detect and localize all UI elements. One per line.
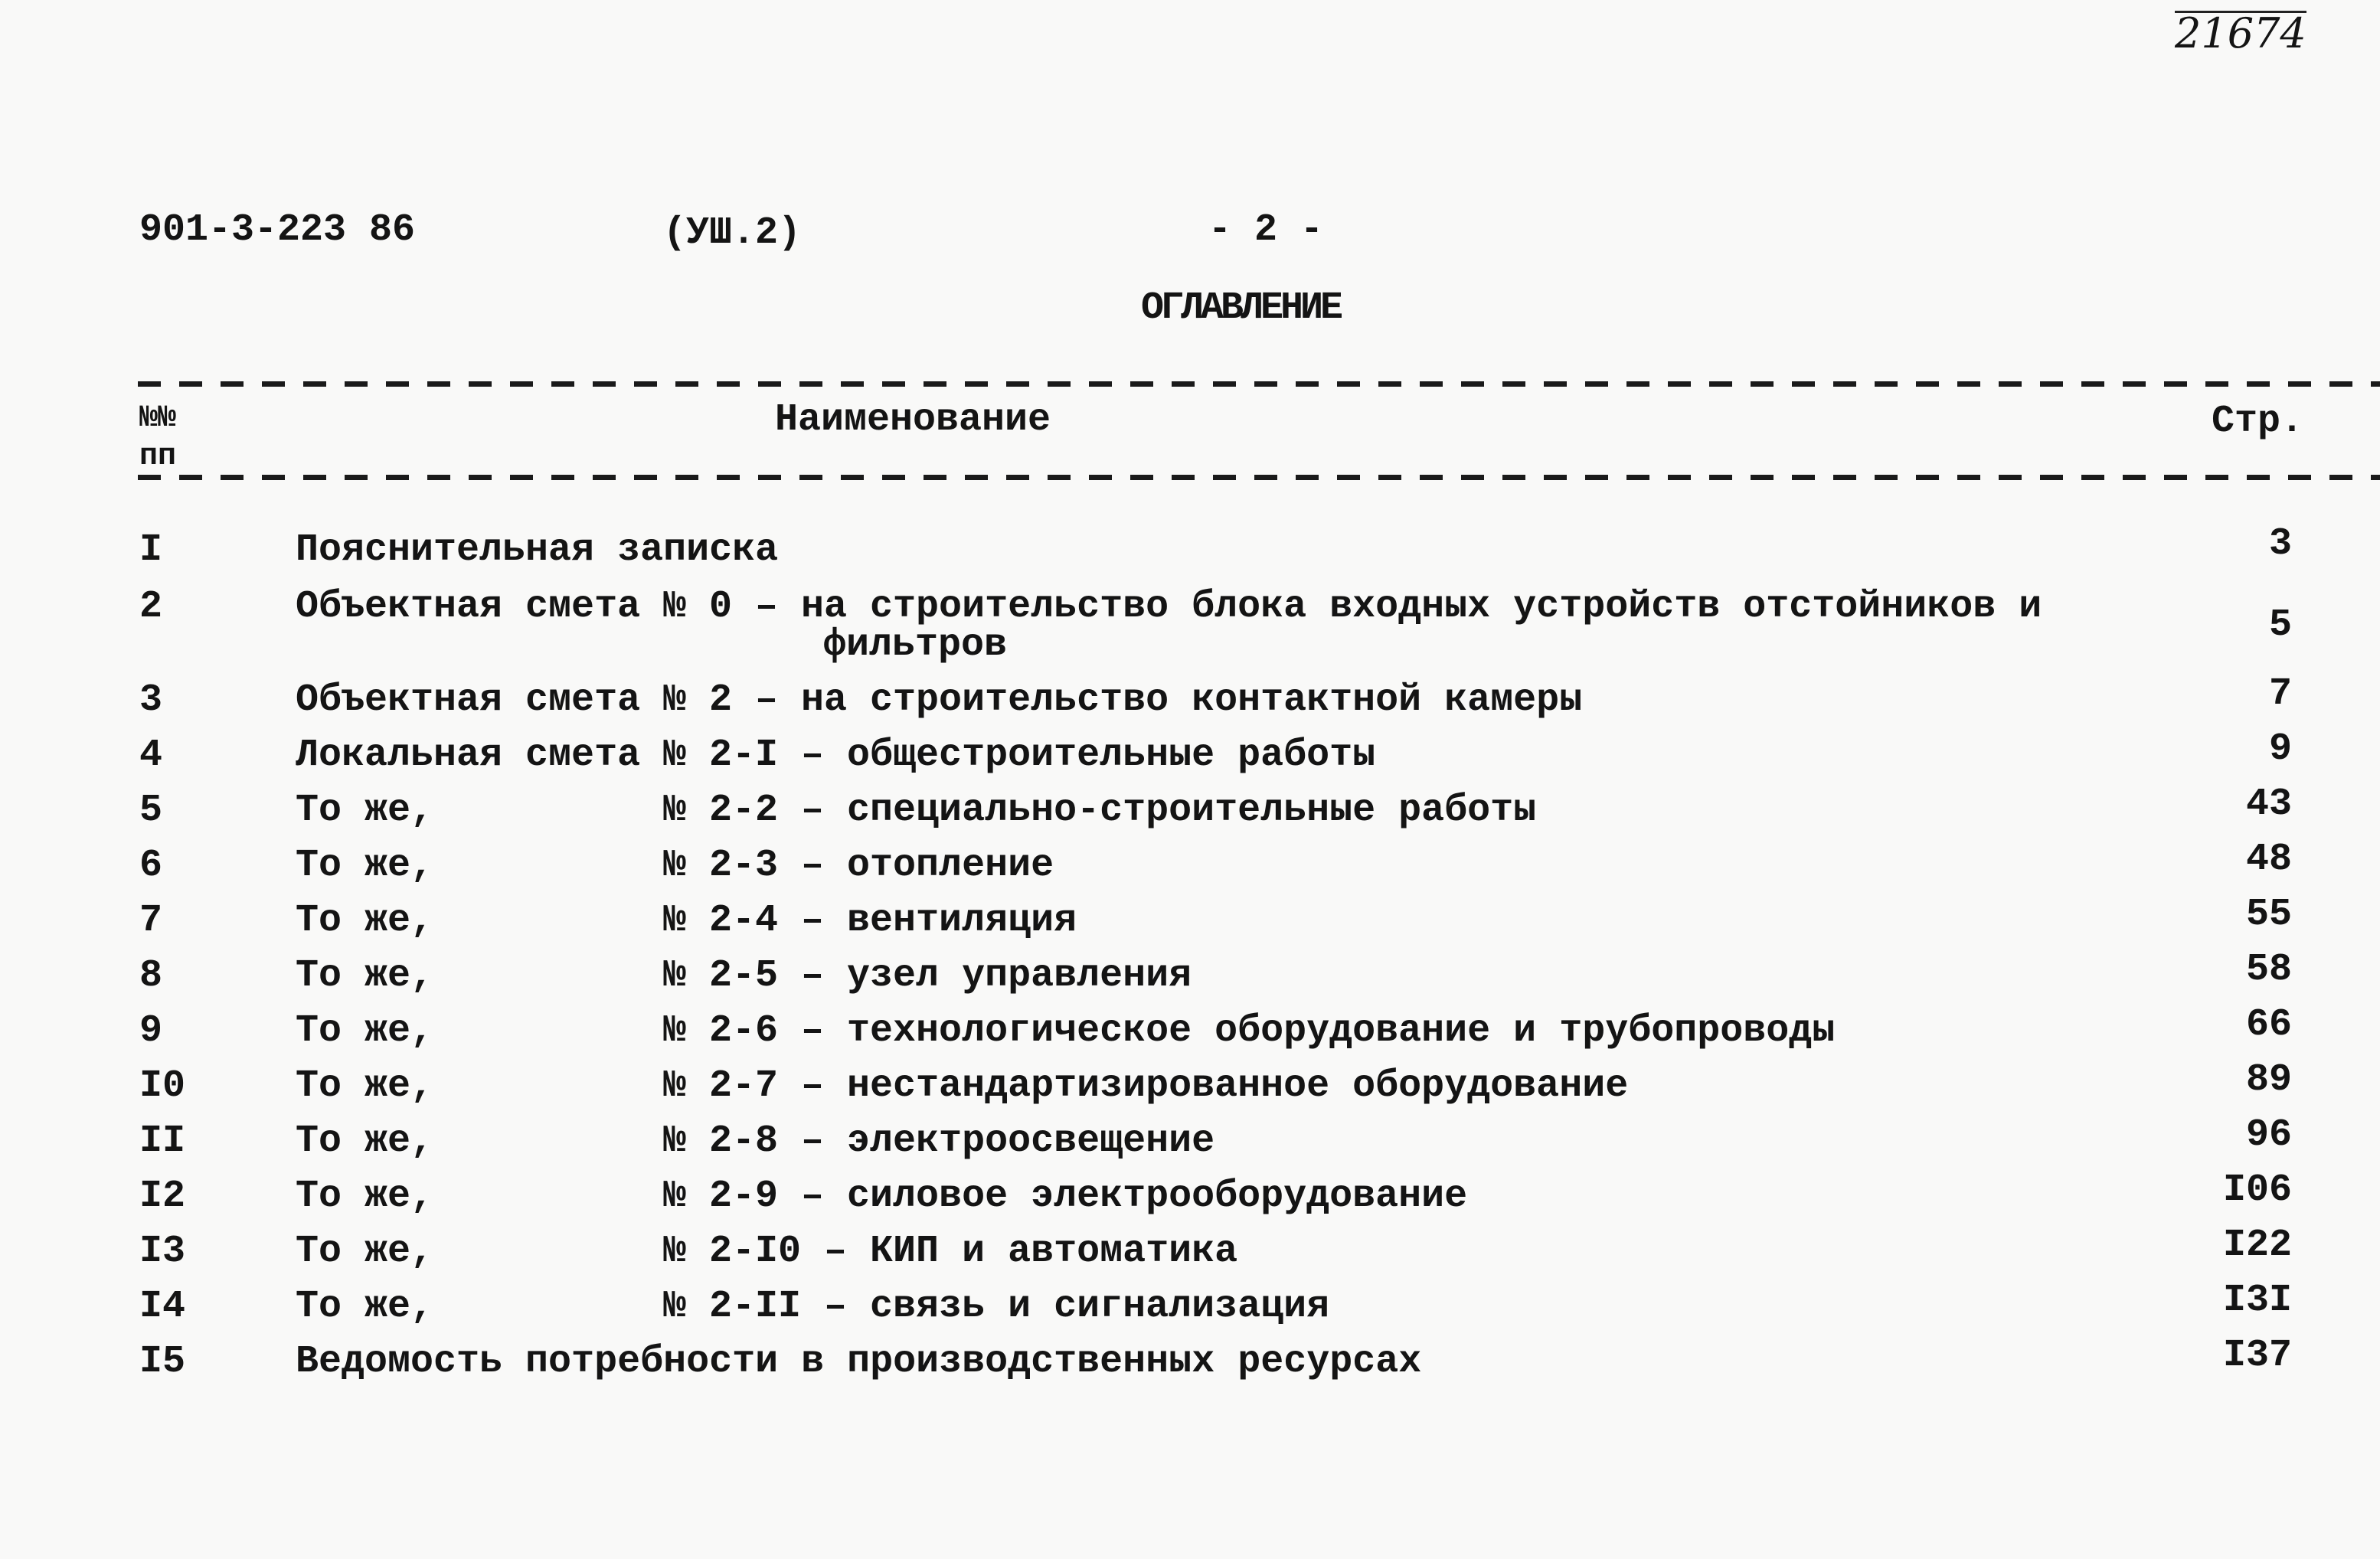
page-title: ОГЛАВЛЕНИЕ <box>1141 286 1341 330</box>
document-code: 901-3-223 86 <box>139 208 416 252</box>
toc-row <box>0 1003 2380 1058</box>
row-number: 6 <box>139 844 163 887</box>
header-name-label: Наименование <box>775 398 1051 442</box>
row-title: Пояснительная записка <box>296 528 779 572</box>
row-estimate-code: № 2-I – общестроительные работы <box>663 734 1376 777</box>
row-number: I2 <box>139 1175 186 1218</box>
row-estimate-code: № 2-4 – вентиляция <box>663 899 1077 943</box>
row-estimate-code: № 2-2 – специально-строительные работы <box>663 789 1537 832</box>
album-number: (УШ.2) <box>663 211 802 255</box>
row-page-number: 66 <box>2245 1003 2292 1047</box>
row-title: Локальная смета <box>296 734 641 777</box>
toc-row <box>0 893 2380 948</box>
row-page-number: 9 <box>2268 727 2292 771</box>
row-page-number: 55 <box>2245 893 2292 936</box>
toc-row <box>0 783 2380 838</box>
row-title: То же, <box>296 899 434 943</box>
header-num-label: №№ <box>139 401 177 436</box>
row-number: 7 <box>139 899 163 943</box>
toc-row <box>0 838 2380 893</box>
row-page-number: 96 <box>2245 1113 2292 1157</box>
row-number: I3 <box>139 1230 186 1273</box>
row-title: То же, <box>296 1064 434 1108</box>
row-page-number: 3 <box>2268 522 2292 566</box>
row-page-number: 58 <box>2245 948 2292 992</box>
row-title: То же, <box>296 1119 434 1163</box>
row-number: 9 <box>139 1009 163 1053</box>
row-number: 4 <box>139 734 163 777</box>
row-estimate-code: № 2-7 – нестандартизированное оборудование <box>663 1064 1629 1108</box>
row-title: То же, <box>296 789 434 832</box>
row-number: 5 <box>139 789 163 832</box>
row-estimate-code: № 2-8 – электроосвещение <box>663 1119 1215 1163</box>
toc-row <box>0 1058 2380 1113</box>
row-title: То же, <box>296 1175 434 1218</box>
header-num-label-2: пп <box>139 440 177 474</box>
page-number: - 2 - <box>1208 208 1324 252</box>
row-title: То же, <box>296 1230 434 1273</box>
row-estimate-code: № 2-I0 – КИП и автоматика <box>663 1230 1238 1273</box>
toc-row <box>0 585 2380 667</box>
row-title: Объектная смета <box>296 678 641 722</box>
row-page-number: I22 <box>2222 1224 2292 1267</box>
row-estimate-code: № 2 – на строительство контактной камеры <box>663 678 1583 722</box>
toc-row <box>0 727 2380 783</box>
toc-row <box>0 1113 2380 1168</box>
row-page-number: 48 <box>2245 838 2292 881</box>
row-number: I <box>139 528 163 572</box>
row-estimate-code: № 2-5 – узел управления <box>663 954 1192 998</box>
row-number: I5 <box>139 1340 186 1384</box>
table-header-divider <box>138 475 2380 480</box>
row-estimate-code: № 2-6 – технологическое оборудование и трубопроводы <box>663 1009 1836 1053</box>
toc-row <box>0 1279 2380 1334</box>
toc-row <box>0 522 2380 577</box>
row-page-number: I3I <box>2222 1279 2292 1322</box>
toc-row <box>0 948 2380 1003</box>
row-estimate-code: № 2-3 – отопление <box>663 844 1054 887</box>
row-number: 2 <box>139 585 163 629</box>
row-estimate-code: № 2-II – связь и сигнализация <box>663 1285 1330 1329</box>
row-title: Ведомость потребности в производственных ресурсах <box>296 1340 1422 1384</box>
row-page-number: I06 <box>2222 1168 2292 1212</box>
row-title: То же, <box>296 1285 434 1329</box>
row-page-number: 43 <box>2245 783 2292 826</box>
row-number: 3 <box>139 678 163 722</box>
row-number: I4 <box>139 1285 186 1329</box>
toc-row <box>0 1334 2380 1389</box>
row-estimate-code: № 2-9 – силовое электрооборудование <box>663 1175 1468 1218</box>
row-title: То же, <box>296 1009 434 1053</box>
row-number: 8 <box>139 954 163 998</box>
row-title: То же, <box>296 844 434 887</box>
row-page-number: I37 <box>2222 1334 2292 1378</box>
row-title: Объектная смета <box>296 585 641 629</box>
toc-row <box>0 672 2380 727</box>
toc-row <box>0 1224 2380 1279</box>
row-title: То же, <box>296 954 434 998</box>
row-estimate-code: № 0 – на строительство блока входных устройств отстойников и <box>663 585 2042 629</box>
row-page-number: 5 <box>2268 603 2292 647</box>
table-top-divider <box>138 381 2380 387</box>
header-page-label: Стр. <box>2211 400 2303 443</box>
handwritten-archive-number: 21674 <box>2175 9 2306 57</box>
toc-row <box>0 1168 2380 1224</box>
row-number: I0 <box>139 1064 186 1108</box>
row-number: II <box>139 1119 186 1163</box>
row-page-number: 7 <box>2268 672 2292 716</box>
row-page-number: 89 <box>2245 1058 2292 1102</box>
row-estimate-code-continued: фильтров <box>823 623 1008 667</box>
